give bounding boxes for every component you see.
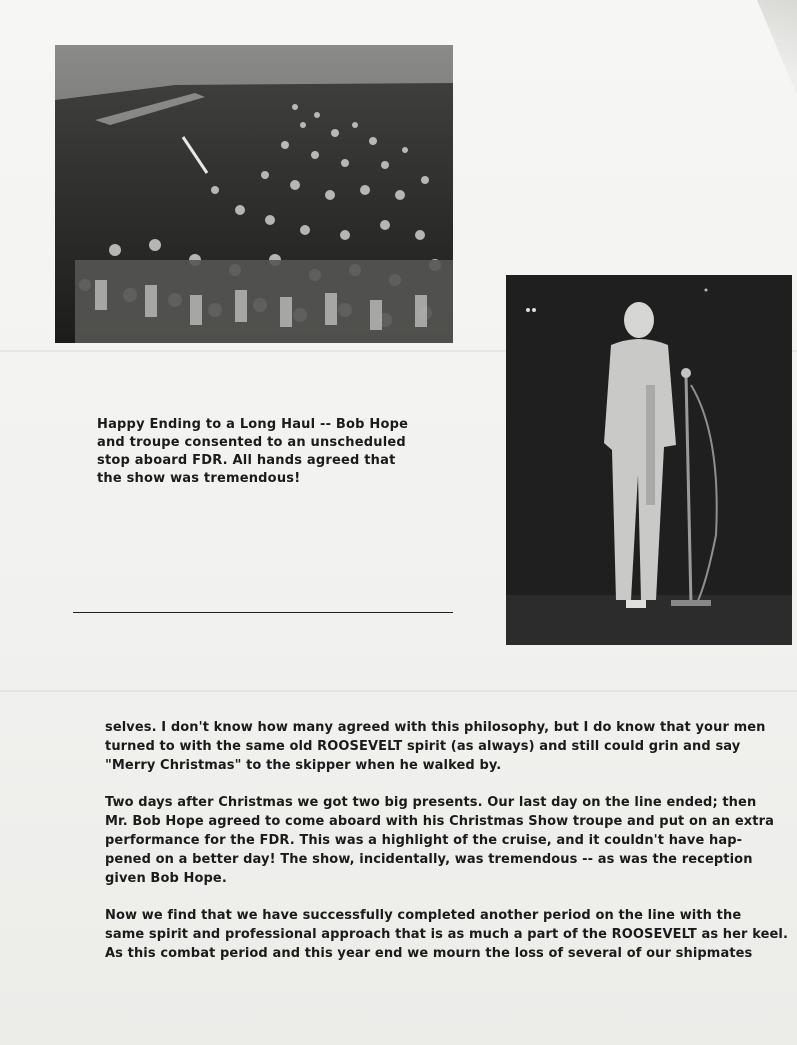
text-line: performance for the FDR. This was a highlight of the cruise, and it couldn't have hap- bbox=[105, 833, 743, 848]
bob-hope-photo-image bbox=[506, 275, 792, 645]
text-line: given Bob Hope. bbox=[105, 871, 227, 886]
bob-hope-photo bbox=[506, 275, 792, 645]
text-line: same spirit and professional approach that is as much a part of the ROOSEVELT as her keel. bbox=[105, 927, 789, 942]
caption-line: stop aboard FDR. All hands agreed that bbox=[97, 453, 396, 468]
crowd-photo-image bbox=[55, 45, 453, 343]
caption-divider bbox=[73, 612, 453, 613]
text-line: Now we find that we have successfully completed another period on the line with the bbox=[105, 908, 742, 923]
photo-caption bbox=[97, 416, 409, 488]
letter-body bbox=[105, 718, 789, 981]
text-line: Mr. Bob Hope agreed to come aboard with his Christmas Show troupe and put on an extra bbox=[105, 814, 774, 829]
crowd-photo bbox=[55, 45, 453, 343]
paragraph-3 bbox=[105, 906, 789, 963]
page-fold-lower bbox=[0, 690, 797, 692]
paragraph-1 bbox=[105, 718, 765, 775]
text-line: turned to with the same old ROOSEVELT spirit (as always) and still could grin and say bbox=[105, 739, 741, 754]
caption-line: Happy Ending to a Long Haul -- Bob Hope bbox=[97, 417, 409, 432]
text-line: As this combat period and this year end we mourn the loss of several of our shipmates bbox=[105, 946, 753, 961]
text-line: "Merry Christmas" to the skipper when he walked by. bbox=[105, 758, 502, 773]
caption-line: and troupe consented to an unscheduled bbox=[97, 435, 406, 450]
text-line: pened on a better day! The show, incidentally, was tremendous -- as was the reception bbox=[105, 852, 753, 867]
paragraph-2 bbox=[105, 793, 774, 888]
text-line: Two days after Christmas we got two big presents. Our last day on the line ended; then bbox=[105, 795, 757, 810]
caption-line: the show was tremendous! bbox=[97, 471, 301, 486]
text-line: selves. I don't know how many agreed with this philosophy, but I do know that your men bbox=[105, 720, 766, 735]
